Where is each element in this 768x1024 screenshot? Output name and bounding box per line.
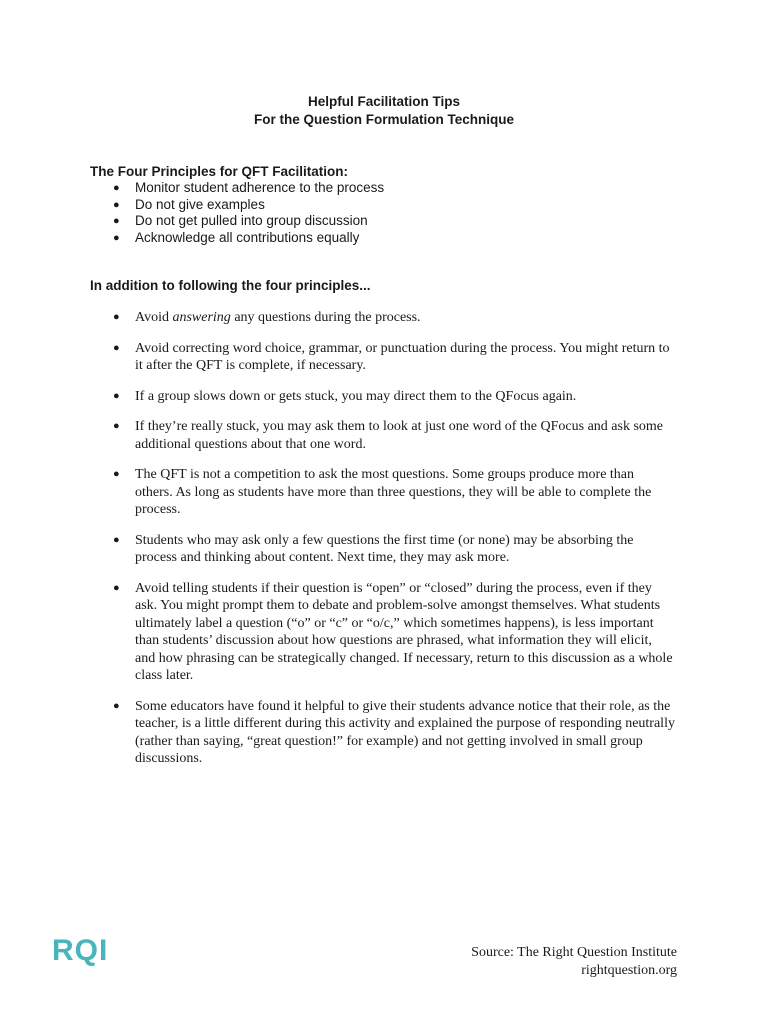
tip-text: Avoid correcting word choice, grammar, or punctuation during the process. You might return to it after the QFT is complete, if necessary. [135,340,670,373]
principles-heading: The Four Principles for QFT Facilitation: [90,164,349,179]
bullet-icon: ● [113,699,120,712]
tip-item [113,532,675,567]
principle-text: Do not give examples [135,196,265,212]
source-block [471,944,677,980]
tip-item [113,580,675,685]
tip-item [113,309,675,327]
rqi-logo: RQI [52,934,109,967]
tip-item [113,698,675,768]
principle-text: Do not get pulled into group discussion [135,213,368,228]
bullet-icon: ● [113,341,120,354]
bullet-icon: ● [113,198,120,211]
tip-item [113,418,675,453]
tip-emphasis: answering [172,310,231,325]
tip-text-continued: any questions during the process. [230,310,421,325]
tip-text: Avoid telling students if their question is “open” or “closed” during the process, even if they ask. You might prompt them to debate and problem-solve amongst themselves. What students ultimately label a question (“o” or “c” or “o/c,” which sometimes happens), is less important than students’ discussion about how questions are phrased, what information they will elicit, and how phrasing can be strategically changed. If necessary, return to this discussion as a whole class later. [135,580,673,683]
principle-text: Monitor student adherence to the process [135,180,385,195]
bullet-icon: ● [113,389,120,402]
bullet-icon: ● [113,581,120,594]
tip-text: The QFT is not a competition to ask the most questions. Some groups produce more than others. As long as students have more than three questions, they will be able to complete the process. [135,467,652,517]
bullet-icon: ● [113,420,120,432]
tip-text: Students who may ask only a few questions the first time (or none) may be absorbing the process and thinking about content. Next time, they may ask more. [135,532,634,565]
tip-text: Avoid [135,310,173,325]
principle-item [113,180,384,197]
tip-text: Some educators have found it helpful to give their students advance notice that their role, as the teacher, is a little different during this activity and explained the purpose of responding neutrally (rather than saying, “great question!” for example) and not getting involved in small group discussions. [135,698,675,766]
page-title: Helpful Facilitation Tips [307,94,460,109]
bullet-icon: ● [113,231,120,244]
tip-item [113,340,675,375]
bullet-icon: ● [113,182,120,194]
principle-item [113,213,384,230]
tip-item [113,466,675,519]
bullet-icon: ● [113,215,120,227]
source-url: rightquestion.org [581,963,677,978]
source-attribution: Source: The Right Question Institute [471,945,677,960]
principles-list [113,180,384,246]
bullet-icon: ● [113,533,120,546]
principle-item [113,197,384,214]
tip-text: If they’re really stuck, you may ask them to look at just one word of the QFocus and ask some additional questions about that one word. [135,419,663,452]
tips-list [113,309,675,781]
principle-text: Acknowledge all contributions equally [135,229,360,245]
tip-text: If a group slows down or gets stuck, you may direct them to the QFocus again. [135,388,577,404]
bullet-icon: ● [113,311,120,323]
page-subtitle: For the Question Formulation Technique [253,112,514,127]
principle-item [113,230,384,247]
addition-heading: In addition to following the four principles... [90,278,371,293]
tip-item [113,388,675,406]
bullet-icon: ● [113,468,120,480]
